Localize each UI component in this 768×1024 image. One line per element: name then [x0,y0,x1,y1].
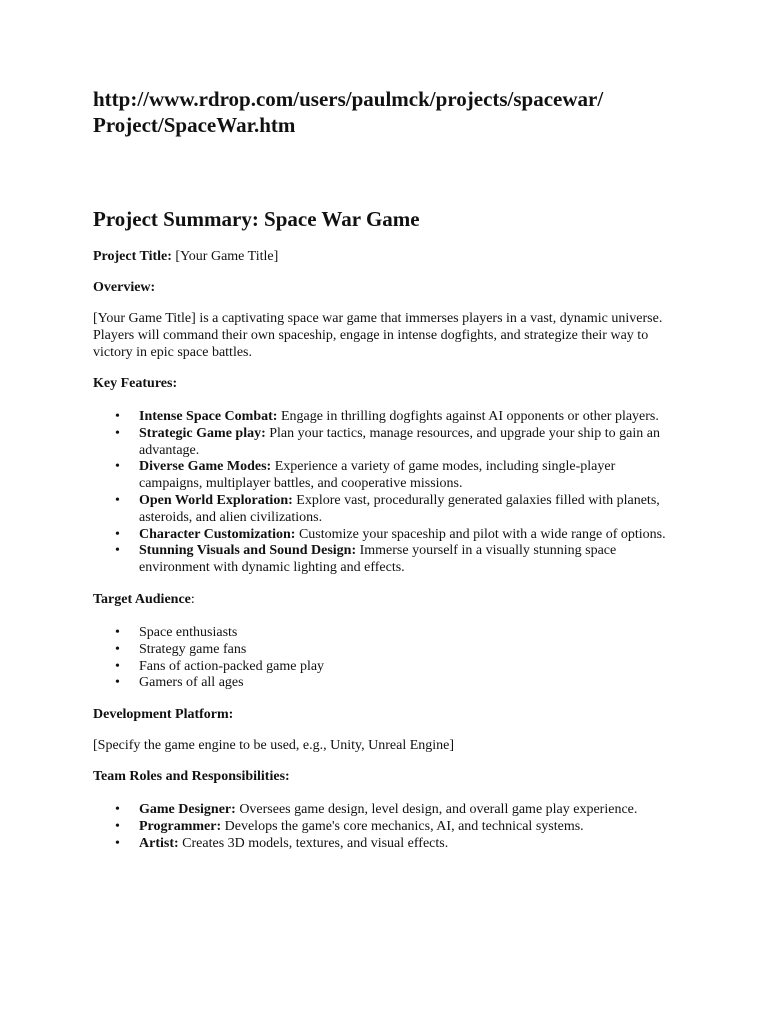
role-desc: Develops the game's core mechanics, AI, and technical systems. [221,818,584,834]
list-item [93,543,678,577]
bullet-icon: • [115,459,120,475]
overview-heading: Overview: [93,280,156,295]
project-title-label: Project Title: [93,249,172,264]
role-desc: Oversees game design, level design, and overall game play experience. [235,802,638,818]
target-audience-label: Target Audience [93,591,191,607]
feature-term: Open World Exploration: [139,492,293,508]
team-roles-list [93,802,678,852]
bullet-icon: • [115,624,120,640]
audience-item: Space enthusiasts [139,624,238,640]
dev-platform-heading: Development Platform: [93,707,234,723]
team-roles-heading: Team Roles and Responsibilities: [93,769,290,785]
feature-desc: Immerse yourself in a visually stunning space environment with dynamic lighting and effects. [139,543,617,576]
bullet-icon: • [115,526,120,542]
feature-desc: Experience a variety of game modes, including single-player campaigns, multiplayer battles, and cooperative missions. [139,459,616,492]
bullet-icon: • [115,543,120,559]
role-desc: Creates 3D models, textures, and visual effects. [178,835,449,851]
role-term: Artist: [139,835,179,851]
url-heading [93,86,678,138]
target-audience-heading [93,591,678,608]
list-item [93,819,678,836]
bullet-icon: • [115,818,120,834]
audience-item: Strategy game fans [139,641,247,657]
bullet-icon: • [115,492,120,508]
url-line-1: http://www.rdrop.com/users/paulmck/projects/spacewar/ [93,87,604,111]
bullet-icon: • [115,675,120,691]
bullet-icon: • [115,658,120,674]
list-item [93,836,678,853]
feature-desc: Plan your tactics, manage resources, and upgrade your ship to gain an advantage. [139,425,660,458]
list-item [93,493,678,527]
key-features-heading: Key Features: [93,376,178,391]
url-line-2: Project/SpaceWar.htm [93,113,296,137]
list-item [93,426,678,460]
audience-item: Fans of action-packed game play [139,658,325,674]
feature-term: Strategic Game play: [139,425,266,441]
target-audience-list [93,625,678,692]
page-title: Project Summary: Space War Game [93,207,420,231]
audience-item: Gamers of all ages [139,675,244,691]
list-item [93,625,678,642]
overview-text: [Your Game Title] is a captivating space war game that immerses players in a vast, dynamic universe. Players will command their own spaceship, engage in intense dogfights, and strategize their way to victory in epic space battles. [93,311,663,360]
bullet-icon: • [115,409,120,424]
list-item [93,675,678,692]
target-audience-colon: : [190,591,195,607]
role-term: Programmer: [139,818,222,834]
key-features-list [93,409,678,577]
feature-desc: Explore vast, procedurally generated galaxies filled with planets, asteroids, and alien civilizations. [139,492,660,525]
role-term: Game Designer: [139,802,236,818]
project-title-value: [Your Game Title] [171,249,279,264]
list-item [93,642,678,659]
feature-term: Intense Space Combat: [139,409,278,424]
bullet-icon: • [115,802,120,818]
bullet-icon: • [115,425,120,441]
project-title-line [93,248,678,265]
feature-desc: Engage in thrilling dogfights against AI opponents or other players. [277,409,659,424]
list-item [93,659,678,676]
list-item [93,802,678,819]
dev-platform-text: [Specify the game engine to be used, e.g., Unity, Unreal Engine] [93,738,455,754]
bullet-icon: • [115,835,120,851]
bullet-icon: • [115,641,120,657]
feature-term: Diverse Game Modes: [139,459,272,475]
list-item [93,527,678,544]
feature-term: Character Customization: [139,526,296,542]
feature-desc: Customize your spaceship and pilot with a wide range of options. [295,526,666,542]
feature-term: Stunning Visuals and Sound Design: [139,543,357,559]
list-item [93,409,678,426]
list-item [93,459,678,493]
